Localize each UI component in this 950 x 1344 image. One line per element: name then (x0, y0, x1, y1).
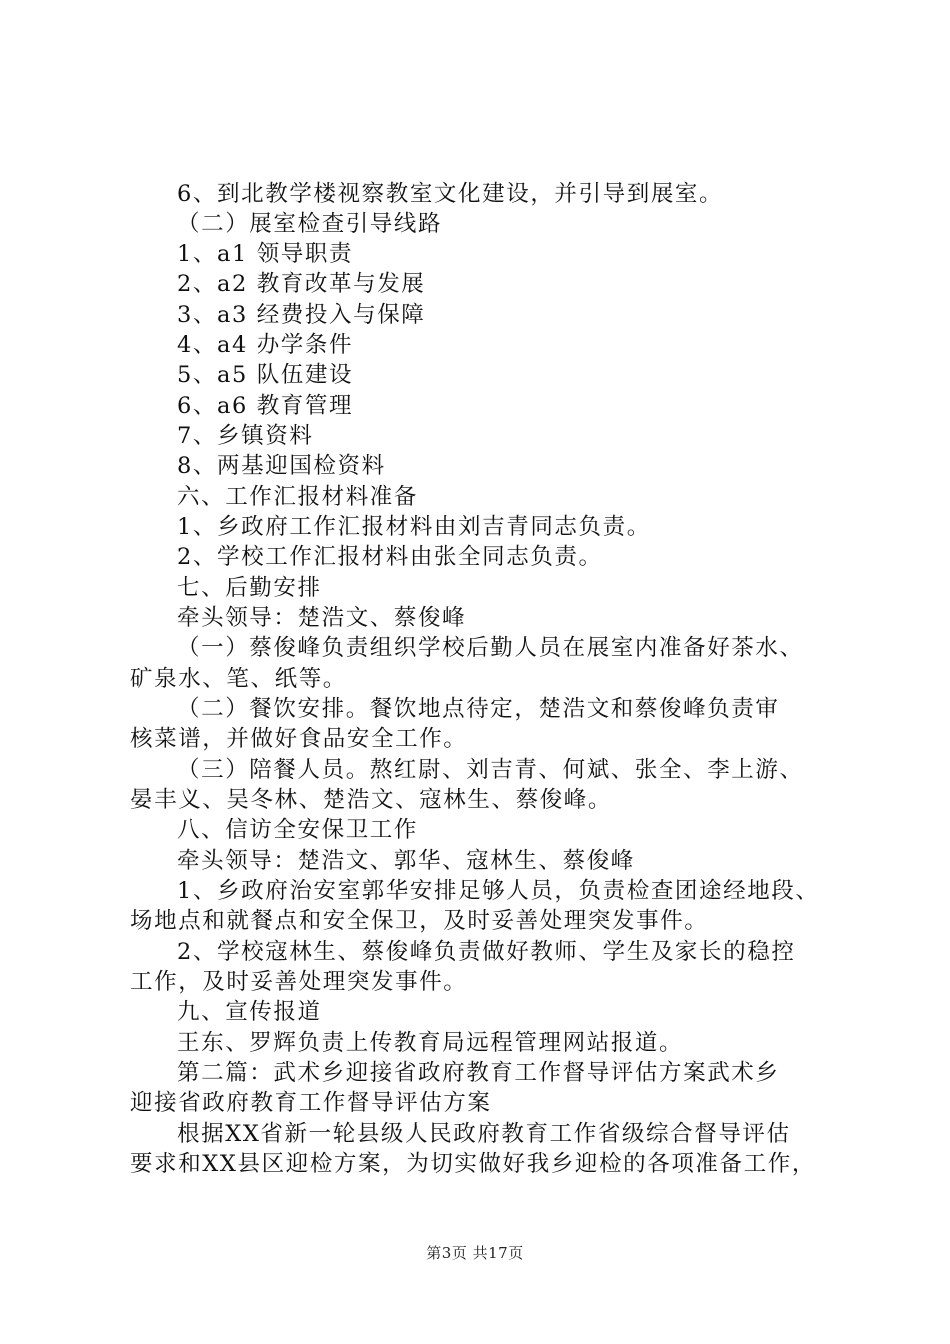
text-line: 核菜谱，并做好食品安全工作。 (130, 726, 468, 752)
section-heading: 九、宣传报道 (177, 999, 322, 1025)
text-line: 1、乡政府工作汇报材料由刘吉青同志负责。 (177, 514, 651, 540)
text-line: 根据XX省新一轮县级人民政府教育工作省级综合督导评估 (177, 1121, 791, 1147)
text-line: 4、a4 办学条件 (177, 332, 354, 358)
text-line: 2、学校寇林生、蔡俊峰负责做好教师、学生及家长的稳控 (177, 939, 796, 965)
text-line: 2、学校工作汇报材料由张全同志负责。 (177, 544, 603, 570)
text-line: 6、a6 教育管理 (177, 393, 354, 419)
text-line: 5、a5 队伍建设 (177, 362, 354, 388)
page-number-footer: 第3页 共17页 (426, 1244, 524, 1262)
text-line: 7、乡镇资料 (177, 423, 314, 449)
text-line: 8、两基迎国检资料 (177, 453, 386, 479)
text-line: 第二篇：武术乡迎接省政府教育工作督导评估方案武术乡 (177, 1060, 780, 1086)
text-line: 3、a3 经费投入与保障 (177, 302, 426, 328)
text-line: （二）展室检查引导线路 (177, 211, 443, 237)
text-line: 2、a2 教育改革与发展 (177, 271, 426, 297)
text-line: 晏丰义、吴冬林、楚浩文、寇林生、蔡俊峰。 (130, 787, 613, 813)
text-line: 要求和XX县区迎检方案，为切实做好我乡迎检的各项准备工作， (130, 1151, 816, 1177)
text-line: 1、a1 领导职责 (177, 241, 354, 267)
text-line: 工作，及时妥善处理突发事件。 (130, 969, 468, 995)
section-heading: 六、工作汇报材料准备 (177, 484, 419, 510)
text-line: 牵头领导：楚浩文、蔡俊峰 (177, 605, 467, 631)
text-line: 牵头领导：楚浩文、郭华、寇林生、蔡俊峰 (177, 848, 635, 874)
section-heading: 八、信访全安保卫工作 (177, 817, 419, 843)
text-line: （一）蔡俊峰负责组织学校后勤人员在展室内准备好茶水、 (177, 635, 804, 661)
text-line: 矿泉水、笔、纸等。 (130, 666, 347, 692)
text-line: （三）陪餐人员。熬红尉、刘吉青、何斌、张全、李上游、 (177, 757, 804, 783)
text-line: 迎接省政府教育工作督导评估方案 (130, 1090, 492, 1116)
text-line: （二）餐饮安排。餐饮地点待定，楚浩文和蔡俊峰负责审 (177, 696, 780, 722)
text-line: 场地点和就餐点和安全保卫，及时妥善处理突发事件。 (130, 908, 709, 934)
section-heading: 七、后勤安排 (177, 575, 322, 601)
text-line: 6、到北教学楼视察教室文化建设，并引导到展室。 (177, 181, 724, 207)
text-line: 1、乡政府治安室郭华安排足够人员，负责检查团途经地段、 (177, 878, 820, 904)
text-line: 王东、罗辉负责上传教育局远程管理网站报道。 (177, 1030, 684, 1056)
